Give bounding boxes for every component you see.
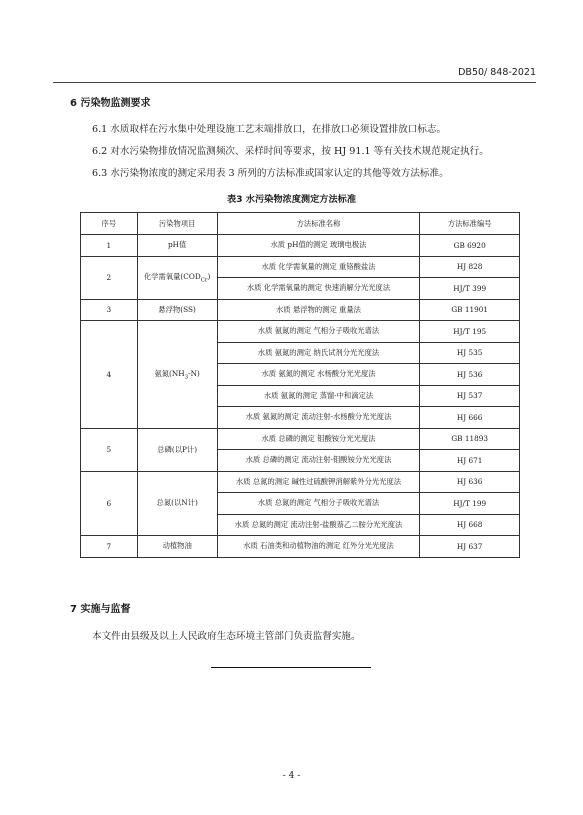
method-name: 水质 氨氮的测定 流动注射-水杨酸分光光度法 (217, 407, 420, 429)
row-number: 4 (81, 321, 138, 429)
table-row (81, 299, 520, 321)
method-name: 水质 氨氮的测定 纳氏试剂分光光度法 (217, 342, 420, 364)
paragraph-7-1: 本文件由县级及以上人民政府生态环境主管部门负责监督实施。 (92, 631, 361, 642)
header-code: 方法标准编号 (420, 213, 520, 235)
end-of-document-rule (211, 667, 371, 668)
method-code: HJ 637 (420, 536, 520, 558)
pollutant-item (137, 256, 217, 299)
table-row (81, 428, 520, 450)
table-row (81, 471, 520, 493)
row-number: 7 (81, 536, 138, 558)
paragraph-6-3: 6.3 水污染物浓度的测定采用表 3 所列的方法标准或国家认定的其他等效方法标准。 (92, 168, 449, 179)
method-code: GB 6920 (420, 235, 520, 257)
method-name: 水质 氨氮的测定 蒸馏-中和滴定法 (217, 385, 420, 407)
row-number: 1 (81, 235, 138, 257)
header-no: 序号 (81, 213, 138, 235)
row-number: 3 (81, 299, 138, 321)
pollutant-name: pH值 (167, 240, 187, 250)
table-row (81, 256, 520, 278)
method-code: HJ 536 (420, 364, 520, 386)
method-code: HJ/T 399 (420, 278, 520, 300)
method-name: 水质 化学需氧量的测定 重铬酸盐法 (217, 256, 420, 278)
method-name: 水质 总磷的测定 流动注射-钼酸铵分光光度法 (217, 450, 420, 472)
pollutant-subscript: 3 (184, 373, 189, 380)
method-code: HJ 671 (420, 450, 520, 472)
method-name: 水质 悬浮物的测定 重量法 (217, 299, 420, 321)
method-code: GB 11893 (420, 428, 520, 450)
method-name: 水质 石油类和动植物油的测定 红外分光光度法 (217, 536, 420, 558)
method-name: 水质 总氮的测定 碱性过硫酸钾消解紫外分光光度法 (217, 471, 420, 493)
method-name: 水质 化学需氧量的测定 快速消解分光光度法 (217, 278, 420, 300)
method-code: HJ 537 (420, 385, 520, 407)
page-number: - 4 - (282, 771, 301, 781)
header-method: 方法标准名称 (217, 213, 420, 235)
method-name: 水质 pH值的测定 玻璃电极法 (217, 235, 420, 257)
table-row (81, 536, 520, 558)
pollutant-subscript: Cr (200, 277, 208, 284)
pollutant-name: 悬浮物(SS) (158, 304, 196, 314)
pollutant-item (137, 321, 217, 429)
header-rule (53, 82, 536, 83)
row-number: 5 (81, 428, 138, 471)
pollutant-name: 化学需氧量(COD (143, 271, 201, 281)
table-caption: 表3 水污染物浓度测定方法标准 (226, 194, 357, 205)
row-number: 2 (81, 256, 138, 299)
pollutant-item (137, 235, 217, 257)
method-code: HJ 666 (420, 407, 520, 429)
paragraph-6-2: 6.2 对水污染物排放情况监测频次、采样时间等要求，按 HJ 91.1 等有关技术规范规定执行。 (92, 146, 489, 157)
method-code: HJ 668 (420, 514, 520, 536)
pollutant-name: 总氮(以N计) (156, 498, 198, 508)
method-name: 水质 氨氮的测定 气相分子吸收光谱法 (217, 321, 420, 343)
pollutant-item (137, 536, 217, 558)
header-item: 污染物项目 (137, 213, 217, 235)
method-code: HJ 535 (420, 342, 520, 364)
section-7-title: 7 实施与监督 (70, 604, 131, 615)
method-name: 水质 总氮的测定 流动注射-盐酸萘乙二胺分光光度法 (217, 514, 420, 536)
pollutant-name-tail: -N) (188, 368, 200, 378)
table-row (81, 235, 520, 257)
method-code: HJ/T 195 (420, 321, 520, 343)
row-number: 6 (81, 471, 138, 536)
pollutant-item (137, 471, 217, 536)
method-name: 水质 总氮的测定 气相分子吸收光谱法 (217, 493, 420, 515)
method-code: GB 11901 (420, 299, 520, 321)
table-header-row (81, 213, 520, 235)
section-6-title: 6 污染物监测要求 (70, 98, 151, 109)
document-code: DB50/ 848-2021 (458, 67, 536, 78)
method-standards-table (80, 212, 520, 558)
paragraph-6-1: 6.1 水质取样在污水集中处理设施工艺末端排放口，在排放口必须设置排放口标志。 (92, 124, 447, 135)
method-code: HJ 828 (420, 256, 520, 278)
pollutant-item (137, 299, 217, 321)
method-name: 水质 总磷的测定 钼酸铵分光光度法 (217, 428, 420, 450)
pollutant-name: 动植物油 (162, 541, 192, 551)
table-row (81, 321, 520, 343)
method-code: HJ 636 (420, 471, 520, 493)
pollutant-name-tail: ) (207, 271, 211, 281)
pollutant-name: 氨氮(NH (154, 368, 185, 378)
pollutant-name: 总磷(以P计) (157, 444, 198, 454)
pollutant-item (137, 428, 217, 471)
method-name: 水质 氨氮的测定 水杨酸分光光度法 (217, 364, 420, 386)
method-code: HJ/T 199 (420, 493, 520, 515)
